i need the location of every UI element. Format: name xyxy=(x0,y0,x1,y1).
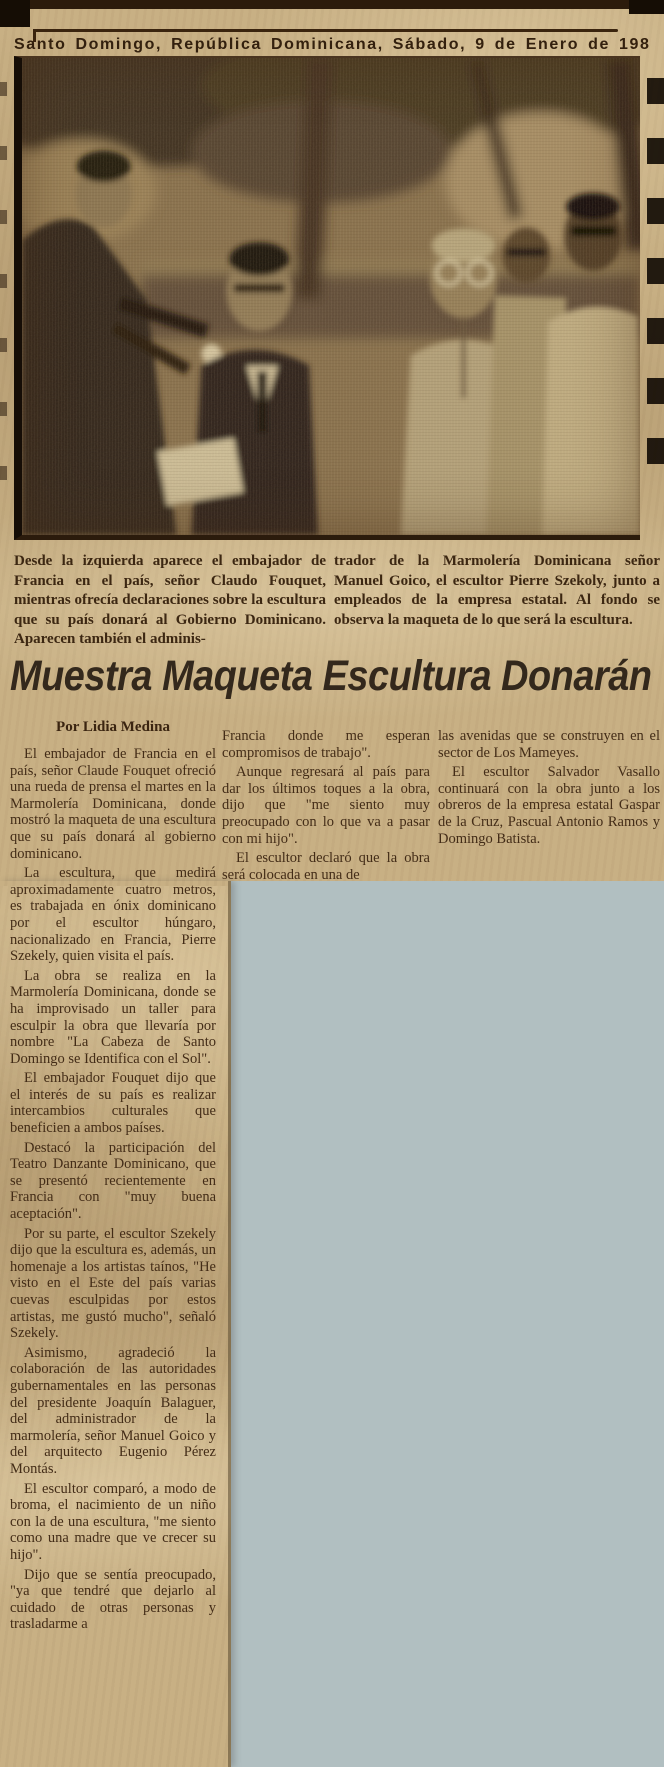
press-photo xyxy=(14,56,640,540)
page-top-dark-bar xyxy=(0,0,664,9)
paragraph: El escultor Salvador Vasallo continuará con la obra junto a los obreros de la empresa estatal Gaspar de la Cruz, Pascual Antonio Ramos y Domingo Batista. xyxy=(438,764,660,847)
paragraph: Francia donde me esperan compromisos de trabajo". xyxy=(222,728,430,761)
paragraph: Destacó la participación del Teatro Danzante Dominicano, que se presentó recientemente en Francia con "muy buena aceptación". xyxy=(10,1139,216,1223)
paragraph: las avenidas que se construyen en el sector de Los Mameyes. xyxy=(438,728,660,761)
film-edge-marks-right xyxy=(647,78,664,484)
paragraph: Asimismo, agradeció la colaboración de las autoridades gubernamentales en las personas del presidente Joaquín Balaguer, del administrador de la marmolería, señor Manuel Goico y del arquitecto Eugenio Pérez Montás. xyxy=(10,1344,216,1477)
paragraph: Aunque regresará al país para dar los últimos toques a la obra, dijo que "me siento muy preocupado con lo que va a pasar con mi hijo". xyxy=(222,764,430,847)
article-column-3 xyxy=(438,728,660,850)
paragraph: La obra se realiza en la Marmolería Dominicana, donde se ha improvisado un taller para esculpir la obra que llevaría por nombre "La Cabeza de Santo Domingo se Identifica con el Sol". xyxy=(10,967,216,1067)
film-edge-marks-left xyxy=(0,82,7,502)
top-left-corner-mark xyxy=(0,0,30,27)
paragraph: Por su parte, el escultor Szekely dijo que la escultura es, además, un homenaje a los artistas taínos, "He visto en el Este del país varias cuevas esculpidas por estos artistas, me gustó mucho", señaló Szekely. xyxy=(10,1225,216,1342)
article-headline: Muestra Maqueta Escultura Donarán xyxy=(10,652,652,700)
top-right-corner-mark xyxy=(629,0,664,14)
press-photo-illustration xyxy=(22,58,640,535)
dateline-rule xyxy=(33,29,618,32)
article-column-1 xyxy=(10,746,216,1767)
article-column-2 xyxy=(222,728,430,886)
paragraph: Dijo que se sentía preocupado, "ya que tendré que dejarlo al cuidado de otras personas y trasladarme a xyxy=(10,1566,216,1633)
paragraph: El embajador de Francia en el país, señor Claude Fouquet ofreció una rueda de prensa el martes en la Marmolería Dominicana, donde mostró la maqueta de una escultura que su país donará al gobierno dominicano. xyxy=(10,746,216,862)
paragraph: El escultor comparó, a modo de broma, el nacimiento de un niño con la de una escultura, "me siento como una madre que ve crecer su hijo". xyxy=(10,1480,216,1563)
paragraph: La escultura, que medirá aproximadamente cuatro metros, es trabajada en ónix dominicano por el escultor húngaro, nacionalizado en Francia, Pierre Szekely, quien visita el país. xyxy=(10,865,216,965)
photo-caption-right: trador de la Marmolería Dominicana señor Manuel Goico, el escultor Pierre Szekoly, junto a empleados de la empresa estatal. Al fondo se observa la maqueta de lo que será la escultura. xyxy=(334,553,660,628)
paragraph: El escultor declaró que la obra será colocada en una de xyxy=(222,850,430,883)
paragraph: El embajador Fouquet dijo que el interés de su país es realizar intercambios culturales que beneficien a ambos países. xyxy=(10,1070,216,1137)
article-byline: Por Lidia Medina xyxy=(56,719,170,735)
dateline: Santo Domingo, República Dominicana, Sábado, 9 de Enero de 198 xyxy=(14,36,651,53)
photo-caption-left: Desde la izquierda aparece el embajador de Francia en el país, señor Claudo Fouquet, mientras ofrecía declaraciones sobre la escultura que su país donará al Gobierno Dominicano. Aparecen también el adminis- xyxy=(14,553,326,647)
